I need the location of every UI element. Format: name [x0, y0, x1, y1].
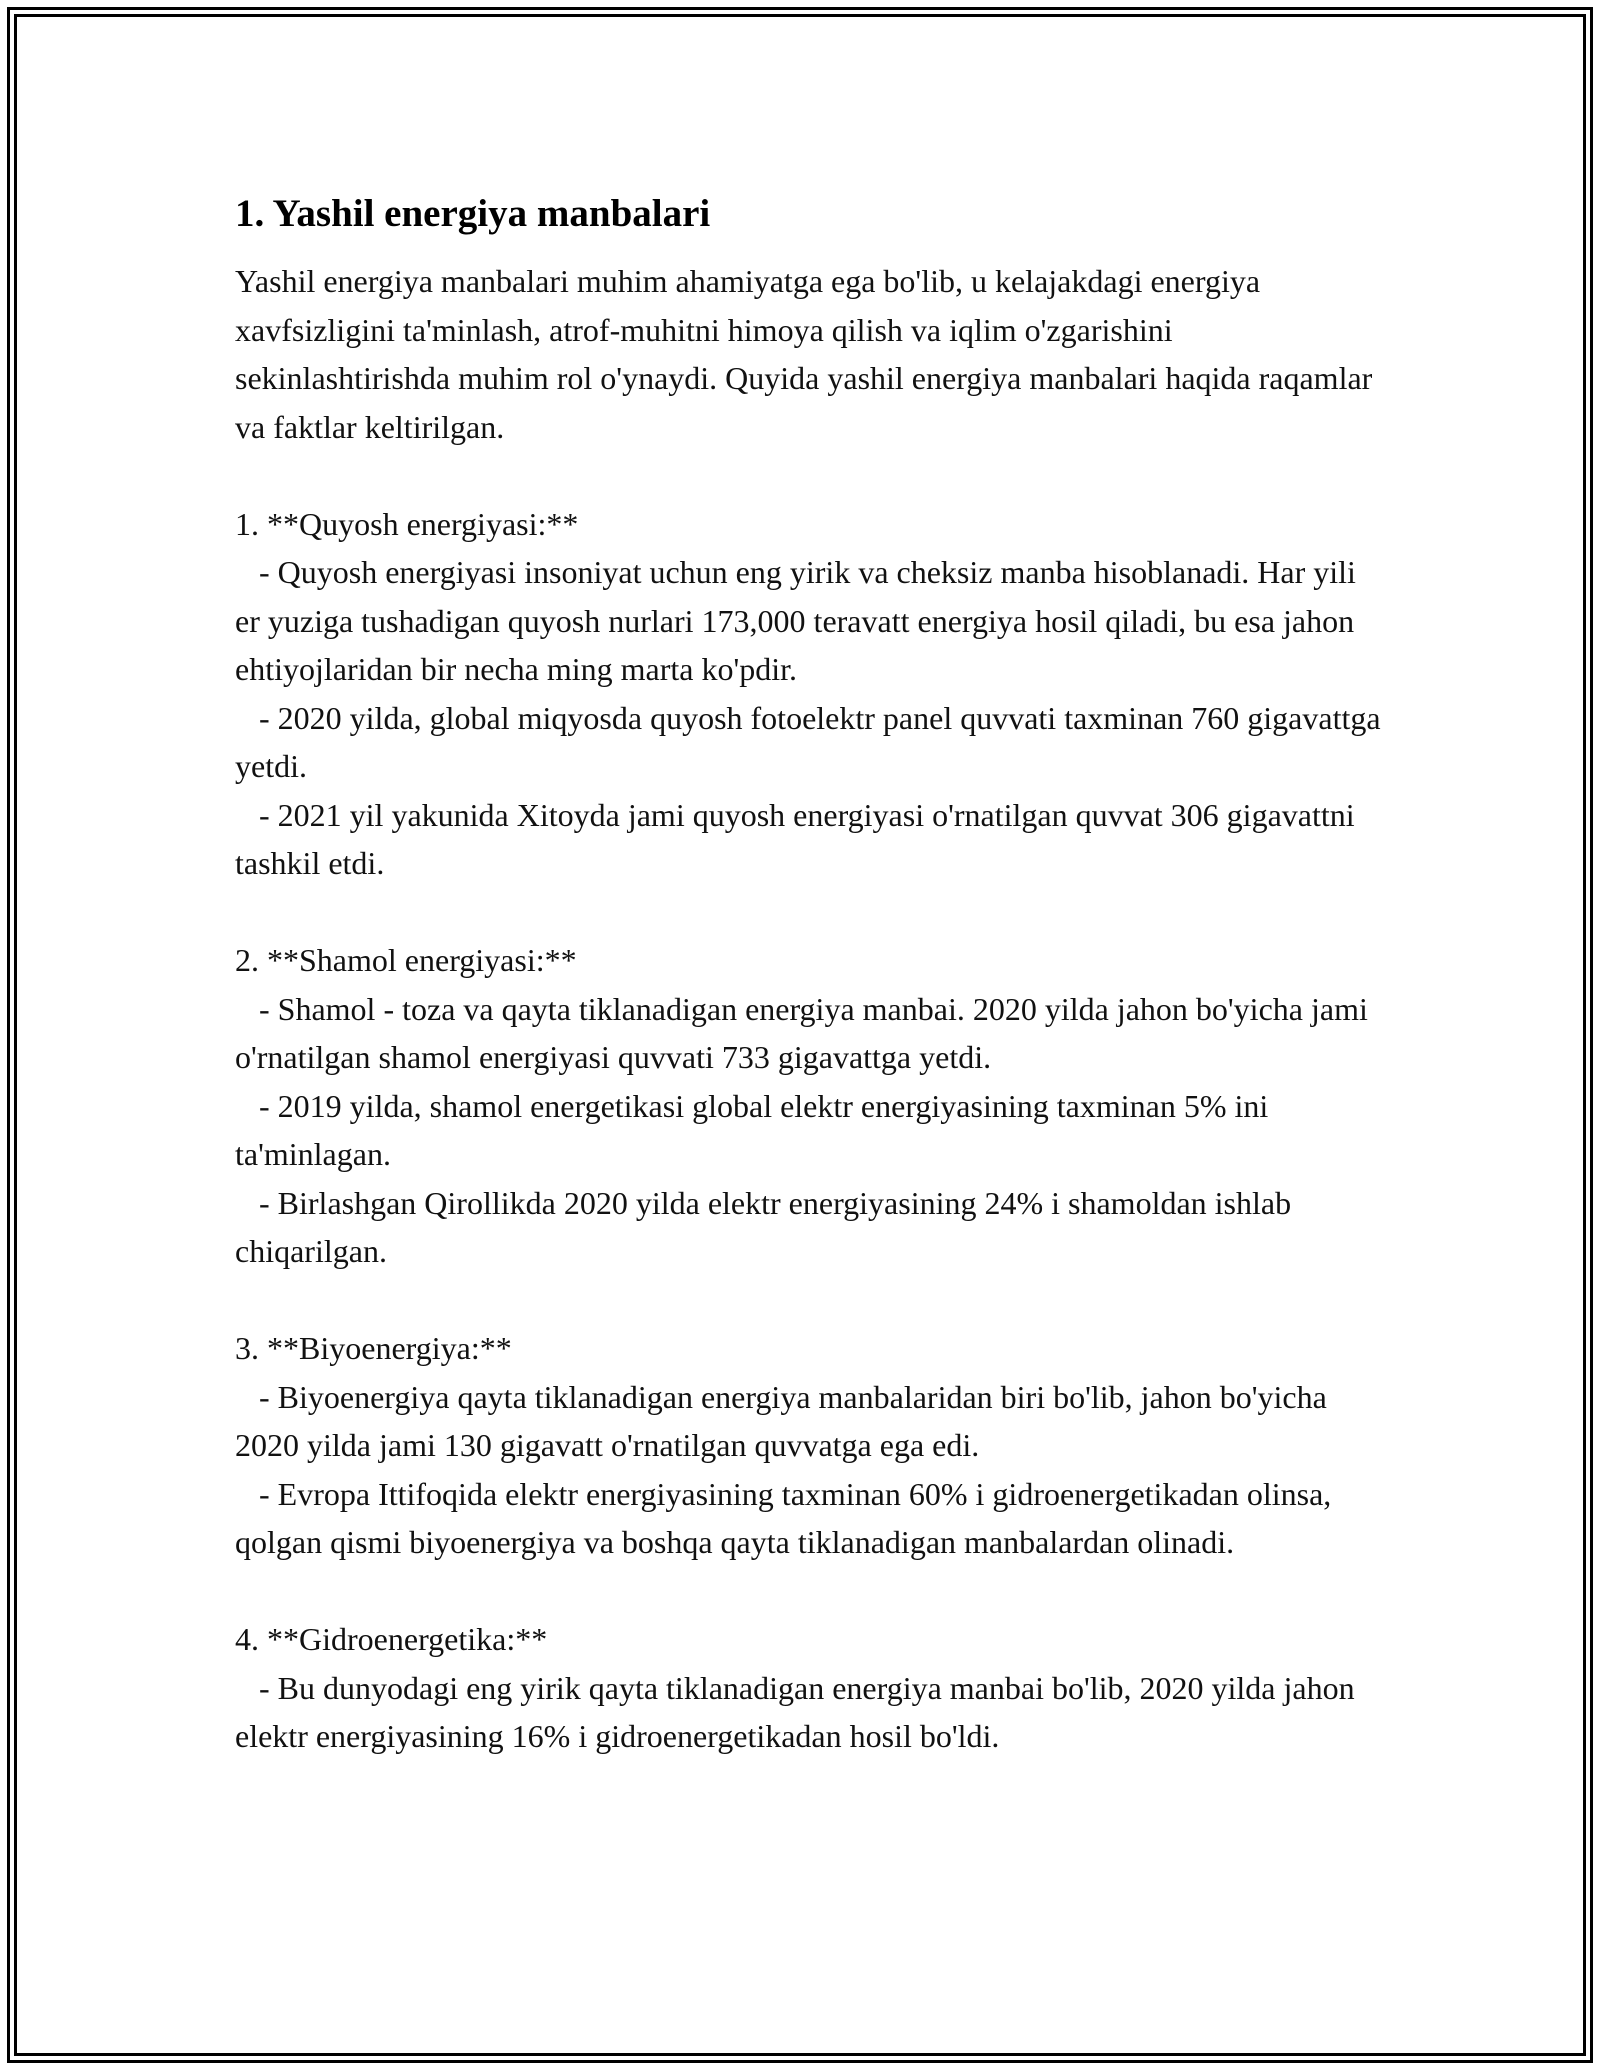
section-item: - Biyoenergiya qayta tiklanadigan energiya manbalaridan biri bo'lib, jahon bo'yicha 2020 yilda jami 130 gigavatt o'rnatilgan quvvatga ega edi. [235, 1378, 1335, 1463]
document-heading: 1. Yashil energiya manbalari [235, 192, 711, 235]
section-title: 4. **Gidroenergetika:** [235, 1621, 548, 1657]
section-title: 3. **Biyoenergiya:** [235, 1330, 512, 1366]
section-item: - 2021 yil yakunida Xitoyda jami quyosh energiyasi o'rnatilgan quvvat 306 gigavattni tashkil etdi. [235, 796, 1363, 881]
spacer [235, 888, 1385, 937]
section-hydro [235, 1615, 1385, 1761]
spacer [235, 451, 1385, 500]
section-item: - 2019 yilda, shamol energetikasi global elektr energiyasining taxminan 5% ini ta'minlagan. [235, 1087, 1277, 1172]
section-item: - Quyosh energiyasi insoniyat uchun eng yirik va cheksiz manba hisoblanadi. Har yili er yuziga tushadigan quyosh nurlari 173,000 teravatt energiya hosil qiladi, bu esa jahon ehtiyojlaridan bir necha ming marta ko'pdir. [235, 554, 1364, 687]
section-bioenergy [235, 1324, 1385, 1567]
section-wind [235, 936, 1385, 1276]
section-item: - 2020 yilda, global miqyosda quyosh fotoelektr panel quvvati taxminan 760 gigavattga yetdi. [235, 699, 1389, 784]
spacer [235, 1276, 1385, 1325]
section-solar [235, 500, 1389, 888]
section-title: 2. **Shamol energiyasi:** [235, 942, 577, 978]
spacer [235, 1567, 1385, 1616]
section-title: 1. **Quyosh energiyasi:** [235, 505, 579, 542]
section-item: - Shamol - toza va qayta tiklanadigan energiya manbai. 2020 yilda jahon bo'yicha jami o'rnatilgan shamol energiyasi quvvati 733 gigavattga yetdi. [235, 990, 1376, 1075]
section-item: - Evropa Ittifoqida elektr energiyasining taxminan 60% i gidroenergetikadan olinsa, qolgan qismi biyoenergiya va boshqa qayta tiklanadigan manbalardan olinadi. [235, 1475, 1340, 1560]
section-item: - Bu dunyodagi eng yirik qayta tiklanadigan energiya manbai bo'lib, 2020 yilda jahon elektr energiyasining 16% i gidroenergetikadan hosil bo'ldi. [235, 1669, 1363, 1754]
section-item: - Birlashgan Qirollikda 2020 yilda elektr energiyasining 24% i shamoldan ishlab chiqarilgan. [235, 1184, 1300, 1269]
document-body [235, 185, 1389, 1761]
intro-paragraph: Yashil energiya manbalari muhim ahamiyatga ega bo'lib, u kelajakdagi energiya xavfsizligini ta'minlash, atrof-muhitni himoya qilish va iqlim o'zgarishini sekinlashtirishda muhim rol o'ynaydi. Quyida yashil energiya manbalari haqida raqamlar va faktlar keltirilgan. [235, 263, 1381, 445]
